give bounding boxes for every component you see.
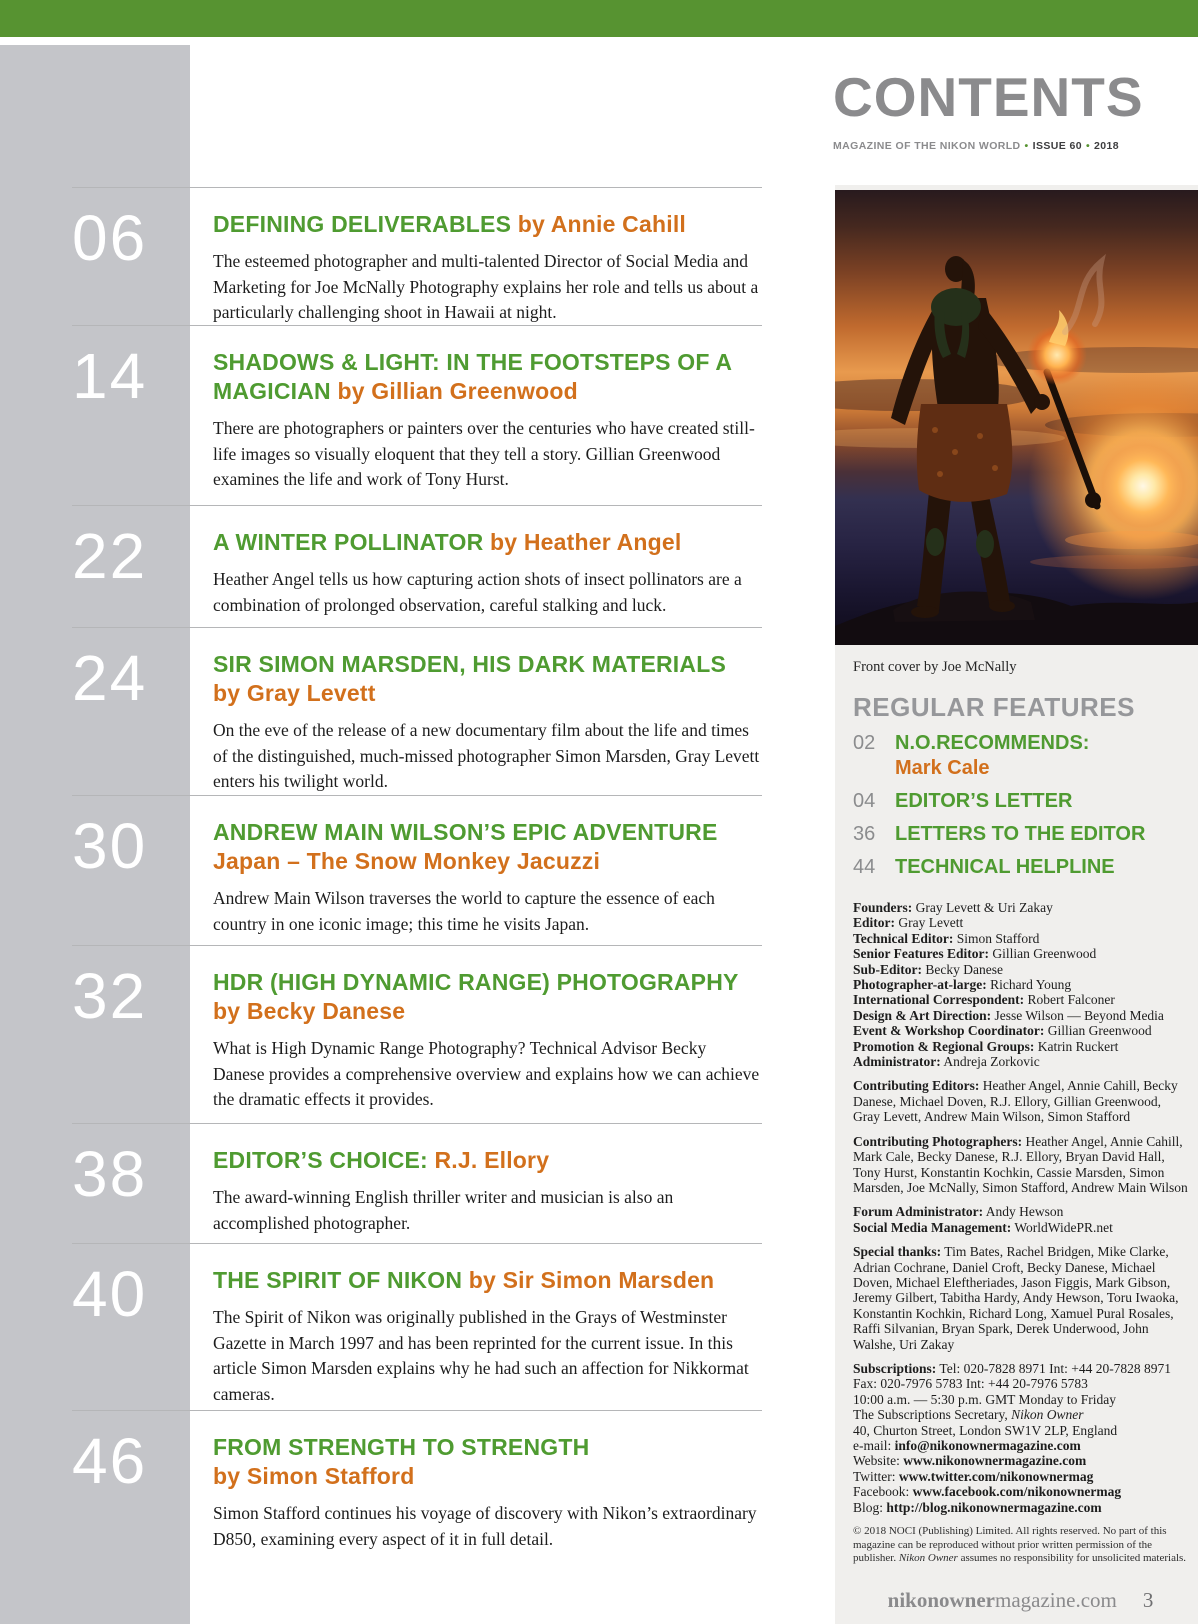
footer-page-number: 3: [1142, 1587, 1154, 1612]
page-title: CONTENTS: [833, 66, 1144, 128]
toc-entry: [72, 1243, 762, 1407]
top-green-bar: [0, 0, 1198, 37]
entry-summary: Simon Stafford continues his voyage of discovery with Nikon’s extraordinary D850, examining every aspect of it in full detail.: [213, 1503, 757, 1549]
entry-page-number: 40: [72, 1258, 148, 1330]
subtitle-issue: ISSUE 60: [1032, 140, 1082, 152]
feature-row: [853, 822, 1188, 847]
feature-row: [853, 855, 1188, 880]
entry-page-number: 38: [72, 1138, 148, 1210]
feature-label: N.O.RECOMMENDS:: [895, 732, 1090, 754]
feature-sub-label: Mark Cale: [895, 757, 990, 779]
toc-entry: [72, 1410, 762, 1552]
contributing-editors: Contributing Editors: Heather Angel, Annie Cahill, Becky Danese, Michael Doven, R.J. Ellory, Gillian Greenwood, Gray Levett, Andrew Main Wilson, Simon Stafford: [853, 1078, 1178, 1125]
entry-page-number: 06: [72, 202, 148, 274]
feature-page-number: 04: [853, 790, 876, 812]
website-url: www.nikonownermagazine.com: [903, 1453, 1087, 1469]
bullet-icon: •: [1085, 140, 1091, 152]
entry-page-number: 24: [72, 642, 148, 714]
regular-features-list: [853, 731, 1188, 880]
entry-byline: by Becky Danese: [213, 998, 406, 1024]
entry-title: EDITOR’S CHOICE:: [213, 1147, 428, 1173]
entry-text: [213, 326, 762, 493]
entry-text: [213, 506, 762, 618]
twitter-url: www.twitter.com/nikonownermag: [898, 1468, 1094, 1484]
cover-caption: Front cover by Joe McNally: [853, 659, 1017, 675]
toc-entry: [72, 945, 762, 1113]
special-thanks: Special thanks: Tim Bates, Rachel Bridgen, Mike Clarke, Adrian Cochrane, Daniel Croft, Becky Danese, Michael Doven, Michael Eleftheriades, Jason Figgis, Mark Gibson, Jeremy Gilbert, Tabitha Hardy, Andy Hewson, Toru Iwaoka, Konstantin Kochkin, Richard Long, Xamuel Pural Rosales, Raffi Silvanian, Bryan Spark, Derek Underwood, John Walshe, Uri Zakay: [853, 1244, 1179, 1352]
entry-page-number: 14: [72, 340, 148, 412]
entry-title: ANDREW MAIN WILSON’S EPIC ADVENTURE: [213, 819, 718, 845]
entry-title: HDR (HIGH DYNAMIC RANGE) PHOTOGRAPHY: [213, 969, 739, 995]
entry-page-number: 46: [72, 1425, 148, 1497]
blog-url: http://blog.nikonownermagazine.com: [886, 1499, 1102, 1515]
toc-entry: [72, 187, 762, 326]
feature-page-number: 44: [853, 856, 876, 878]
footer-site-rest: magazine.com: [995, 1587, 1117, 1612]
feature-label: TECHNICAL HELPLINE: [895, 856, 1115, 878]
cover-photo: [835, 190, 1198, 645]
email-address: info@nikonownermagazine.com: [894, 1438, 1081, 1453]
feature-label: LETTERS TO THE EDITOR: [895, 823, 1146, 845]
footer-site-bold: nikonowner: [887, 1587, 995, 1612]
regular-features-heading: REGULAR FEATURES: [853, 692, 1135, 722]
entry-byline: R.J. Ellory: [434, 1147, 550, 1173]
entry-summary: On the eve of the release of a new documentary film about the life and times of the distinguished, much-missed photographer Simon Marsden, Gray Levett enters his twilight world.: [213, 720, 760, 791]
legal-text: © 2018 NOCI (Publishing) Limited. All rights reserved. No part of this magazine can be reproduced without prior written permission of the publisher. Nikon Owner assumes no responsibility for unsolicited materials.: [853, 1525, 1187, 1565]
entry-byline: by Gray Levett: [213, 680, 376, 706]
staff-credits: Founders: Gray Levett & Uri Zakay Editor: Gray Levett Technical Editor: Simon Stafford Senior Features Editor: Gillian Greenwood Sub-Editor: Becky Danese Photographer-at-large: Richard Young International Correspondent: Robert Falconer Design & Art Direction: Jesse Wilson — Beyond Media Event & Workshop Coordinator: Gillian Greenwood Promotion & Regional Groups: Katrin Ruckert Administrator: Andreja Zorkovic: [853, 900, 1164, 1070]
entry-text: [213, 1124, 762, 1236]
entry-summary: Andrew Main Wilson traverses the world to capture the essence of each country in one iconic image; this time he visits Japan.: [213, 888, 715, 934]
contents-subtitle: [833, 140, 1193, 152]
feature-row: [853, 731, 1188, 781]
entry-summary: The esteemed photographer and multi-talented Director of Social Media and Marketing for Joe McNally Photography explains her role and tells us about a particularly challenging shoot in Hawaii at night.: [213, 251, 759, 322]
contributing-photographers: Contributing Photographers: Heather Angel, Annie Cahill, Mark Cale, Becky Danese, R.J. Ellory, Bryan David Hall, Tony Hurst, Konstantin Kochkin, Cassie Marsden, Simon Marsden, Joe McNally, Simon Stafford, Andrew Main Wilson: [853, 1133, 1188, 1195]
entry-text: [213, 1411, 762, 1552]
subscriptions-info: Subscriptions: Tel: 020-7828 8971 Int: +44 20-7828 8971 Fax: 020-7976 5783 Int: +44 20-7976 5783 10:00 a.m. — 5:30 p.m. GMT Monday to Friday The Subscriptions Secretary, Nikon Owner 40, Churton Street, London SW1V 2LP, England e-mail: info@nikonownermagazine.com Website: www.nikonownermagazine.com Twitter: www.twitter.com/nikonownermag Facebook: www.facebook.com/nikonownermag Blog: http://blog.nikonownermagazine.com: [853, 1360, 1172, 1515]
entry-byline: by Gillian Greenwood: [337, 378, 578, 404]
toc-entry: [72, 627, 762, 795]
entry-text: [213, 796, 762, 937]
entry-text: [213, 188, 762, 326]
right-panel: [835, 185, 1198, 1624]
entry-byline: by Sir Simon Marsden: [468, 1267, 715, 1293]
feature-page-number: 02: [853, 732, 876, 754]
entry-page-number: 30: [72, 810, 148, 882]
masthead: [853, 900, 1188, 1566]
forum-social-credits: Forum Administrator: Andy Hewson Social Media Management: WorldWidePR.net: [853, 1204, 1113, 1235]
bullet-icon: •: [1024, 140, 1029, 152]
entry-byline: by Heather Angel: [490, 529, 682, 555]
feature-label: EDITOR’S LETTER: [895, 790, 1073, 812]
entry-summary: Heather Angel tells us how capturing action shots of insect pollinators are a combination of prolonged observation, careful stalking and luck.: [213, 569, 742, 615]
entry-text: [213, 946, 762, 1113]
entry-summary: What is High Dynamic Range Photography? Technical Advisor Becky Danese provides a comprehensive overview and explains how we can achieve the dramatic effects it provides.: [213, 1038, 760, 1109]
toc-entry: [72, 505, 762, 618]
entry-title: DEFINING DELIVERABLES: [213, 211, 512, 237]
entry-text: [213, 1244, 762, 1407]
entry-summary: The Spirit of Nikon was originally published in the Grays of Westminster Gazette in March 1997 and has been reprinted for the current issue. In this article Simon Marsden explains why he had such an affection for Nikkormat cameras.: [213, 1307, 749, 1404]
facebook-url: www.facebook.com/nikonownermag: [912, 1484, 1122, 1500]
entry-title: FROM STRENGTH TO STRENGTH: [213, 1434, 590, 1460]
entry-subtitle: Japan – The Snow Monkey Jacuzzi: [213, 848, 601, 874]
entry-title: SIR SIMON MARSDEN, HIS DARK MATERIALS: [213, 651, 726, 677]
fire-dancer-illustration: [835, 190, 1198, 645]
entry-title: A WINTER POLLINATOR: [213, 529, 484, 555]
entry-page-number: 32: [72, 960, 148, 1032]
entry-title: SHADOWS & LIGHT: IN THE FOOTSTEPS OF A MAGICIAN: [213, 349, 732, 404]
subtitle-year: 2018: [1094, 140, 1119, 152]
entry-text: [213, 628, 762, 795]
entry-title: THE SPIRIT OF NIKON: [213, 1267, 463, 1293]
contents-header: [833, 66, 1193, 152]
page-footer: [853, 1588, 1188, 1613]
toc-entry: [72, 1123, 762, 1236]
entry-page-number: 22: [72, 520, 148, 592]
feature-row: [853, 789, 1188, 814]
feature-page-number: 36: [853, 823, 876, 845]
entry-summary: The award-winning English thriller writer and musician is also an accomplished photographer.: [213, 1187, 674, 1233]
toc-entry: [72, 325, 762, 493]
entry-summary: There are photographers or painters over the centuries who have created still-life images so visually eloquent that they tell a story. Gillian Greenwood examines the life and work of Tony Hurst.: [213, 418, 755, 489]
entry-byline: by Simon Stafford: [213, 1463, 415, 1489]
subtitle-magazine: MAGAZINE OF THE NIKON WORLD: [833, 140, 1021, 152]
entry-byline: by Annie Cahill: [517, 211, 686, 237]
toc-entry: [72, 795, 762, 937]
